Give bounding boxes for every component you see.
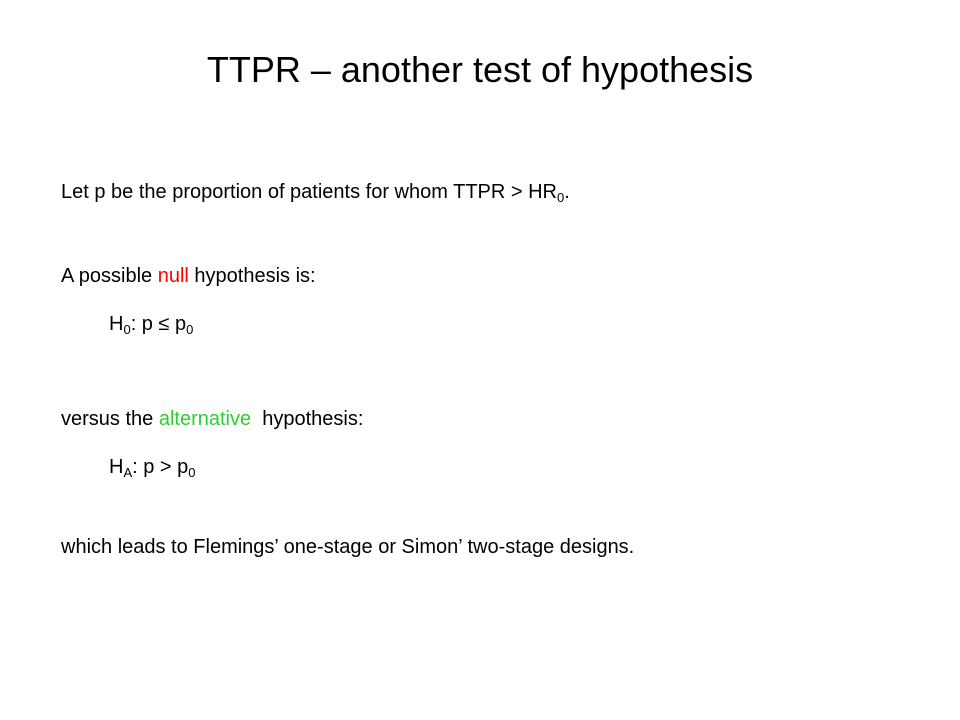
null-h-relation: : p ≤ p (130, 313, 187, 335)
slide-title: TTPR – another test of hypothesis (206, 49, 754, 90)
null-h-subscript: 0 (123, 322, 131, 337)
alt-h-subscript: A (123, 465, 133, 480)
definition-line (61, 178, 570, 206)
alternative-intro-suffix: hypothesis: (251, 408, 364, 430)
null-intro-line (61, 262, 316, 290)
alternative-highlight: alternative (158, 408, 252, 430)
null-h-symbol: H (109, 313, 124, 335)
alt-p-subscript: 0 (188, 465, 196, 480)
alt-h-relation: : p > p (132, 456, 189, 478)
definition-period: . (564, 181, 570, 203)
alternative-intro-line (61, 405, 363, 433)
conclusion-line: which leads to Flemings’ one-stage or Simon’ two-stage designs. (61, 536, 635, 558)
alt-h-symbol: H (109, 456, 124, 478)
null-intro-suffix: hypothesis is: (188, 265, 316, 287)
null-intro-prefix: A possible (61, 265, 158, 287)
definition-subscript: 0 (557, 190, 565, 205)
definition-text: Let p be the proportion of patients for whom TTPR > HR (61, 181, 557, 203)
null-p-subscript: 0 (186, 322, 194, 337)
null-hypothesis-formula (109, 310, 193, 338)
null-highlight: null (157, 265, 189, 287)
alternative-intro-prefix: versus the (61, 408, 159, 430)
alternative-hypothesis-formula (109, 453, 196, 481)
